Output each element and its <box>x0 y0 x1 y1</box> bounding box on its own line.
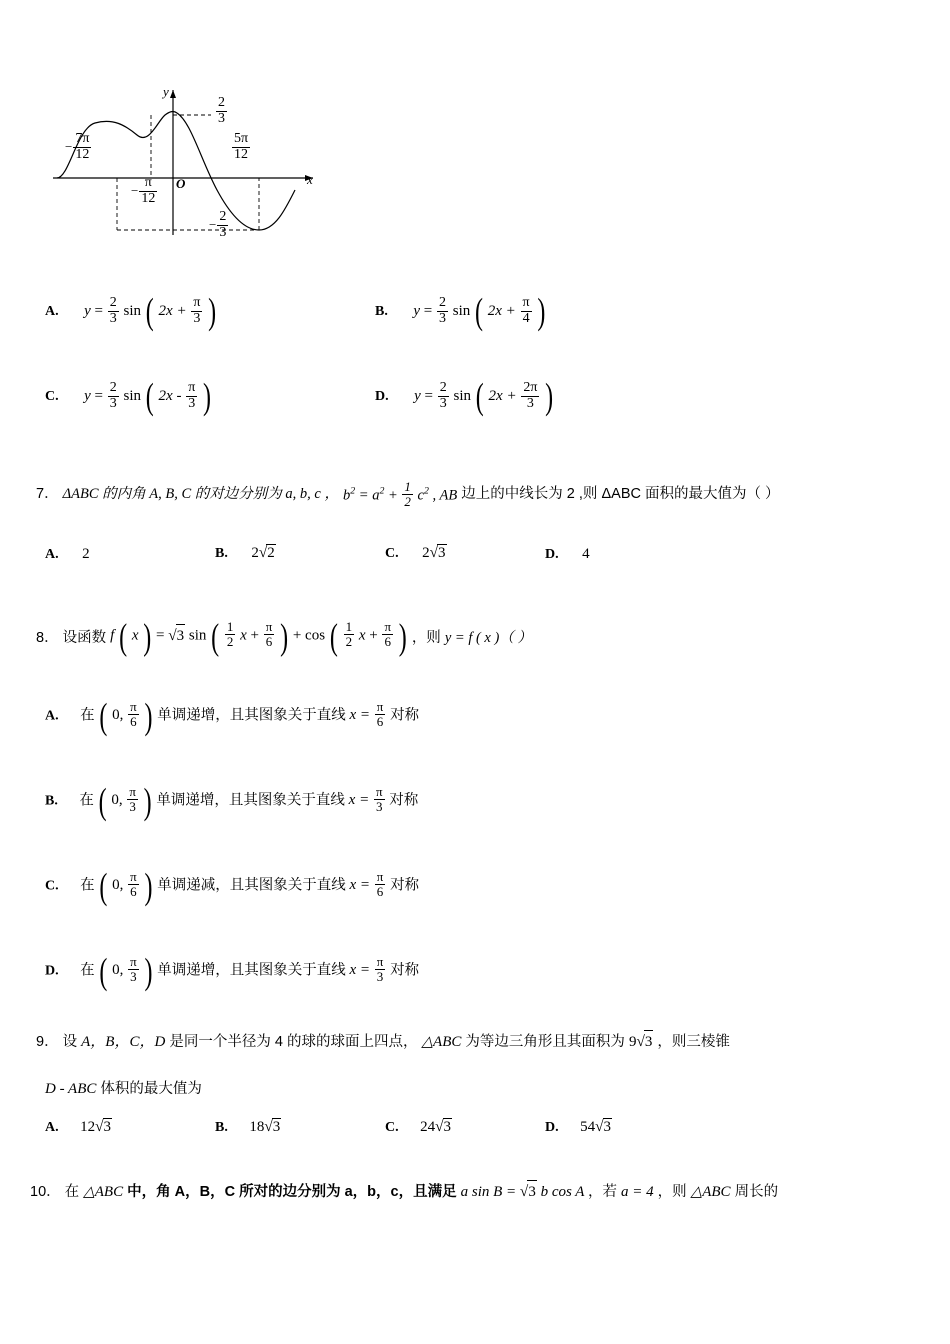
q8-b-zai: 在 <box>79 792 94 809</box>
q6-b-coef-num: 2 <box>438 295 446 310</box>
q6-c-fn: sin <box>123 387 142 404</box>
q9-option-b-value: 18√3 <box>249 1118 281 1135</box>
q6-d-inner-num: 2π <box>523 380 538 395</box>
q8-d-interval-open: 0, <box>112 962 124 979</box>
q8-a-line-num: π <box>376 699 384 714</box>
q6-d-paren-open: ( <box>475 377 484 419</box>
q8-c-zai: 在 <box>80 877 95 894</box>
q9-option-a-value: 12√3 <box>80 1118 112 1135</box>
q8-d-line-den: 3 <box>375 969 386 984</box>
q6-d-inner-prefix: 2x + <box>488 387 517 404</box>
y-min-label <box>209 210 229 240</box>
q6-c-paren-close: ) <box>203 377 212 419</box>
sine-curve-graph <box>45 80 335 260</box>
q9-text-2: 为等边三角形且其面积为 <box>465 1034 625 1050</box>
q8-a-interval-den: 6 <box>128 714 139 729</box>
q8-d-interval-num: π <box>130 954 137 969</box>
q6-b-inner-num: π <box>522 295 530 310</box>
x-right-num: 5π <box>234 131 249 146</box>
q8-option-b-label: B. <box>45 793 58 809</box>
x-left-sign: − <box>65 138 73 154</box>
x-left-den: 12 <box>73 147 91 163</box>
q9-d-rad: 3 <box>603 1119 612 1135</box>
q8-b-interval: ( 0, $\frac{\pi}{3}$ ) <box>98 782 152 823</box>
q8-c-interval: ( 0, $\frac{\pi}{6}$ ) <box>99 867 153 908</box>
q9-lead: 设 <box>62 1034 78 1050</box>
q6-d-coef-den: 3 <box>439 395 447 411</box>
q8-a-mono: 单调递增，且其图象关于直线 <box>157 707 346 724</box>
q7-option-d-label: D. <box>545 547 559 562</box>
y-min-num: 2 <box>219 209 227 224</box>
q6-option-c[interactable]: C. y = $\frac{2}{3}$ sin ( 2x - $\frac{\pi}{3}$ ) <box>45 377 212 419</box>
origin-label: O <box>176 176 186 191</box>
q8-b-interval-open: 0, <box>111 792 123 809</box>
q8-b-mono: 单调递增，且其图象关于直线 <box>156 792 345 809</box>
q9-text-3: ，则三棱锥 <box>657 1034 730 1050</box>
q6-b-inner-den: 4 <box>521 311 532 327</box>
q6-d-y: y <box>414 387 421 404</box>
q6-c-inner-prefix: 2x - <box>158 387 182 404</box>
q9-area: 9√3 <box>629 1030 653 1054</box>
q7-option-c-value: 2√3 <box>422 544 446 561</box>
q8-option-c[interactable] <box>45 867 420 908</box>
q6-option-c-label: C. <box>45 388 59 404</box>
x-mid-num: π <box>144 175 152 190</box>
q9-line2-text: 体积的最大值为 <box>100 1081 202 1097</box>
q8-tail2: y = f ( x )（ ） <box>444 629 532 646</box>
q9-option-d[interactable] <box>545 1118 612 1136</box>
q9-c-rad: 3 <box>443 1119 452 1135</box>
graph-svg <box>45 80 335 260</box>
x-mid-label <box>131 176 158 206</box>
q8-d-sym: 对称 <box>390 962 420 979</box>
q6-a-coef-num: 2 <box>109 295 117 310</box>
axis-x-label: x <box>307 172 313 187</box>
q6-option-a-label: A. <box>45 303 59 319</box>
q10-number: 10． <box>30 1184 61 1200</box>
q9-b-rad: 3 <box>272 1119 281 1135</box>
q6-c-paren-open: ( <box>145 377 154 419</box>
q8-b-line-num: π <box>375 784 383 799</box>
q8-b-line: x = $\frac{\pi}{3}$ <box>348 784 383 814</box>
q7-formula: $b^2 = a^2$ + $\frac{1}{2}$ $c^2$ , AB <box>342 479 458 509</box>
q7-option-d-value: 4 <box>582 546 590 562</box>
q9-d-coef: 54 <box>580 1119 596 1135</box>
axis-y-label: y <box>163 84 169 99</box>
q6-b-paren-open: ( <box>475 292 483 334</box>
q9-b-coef: 18 <box>249 1119 265 1135</box>
q9-option-c[interactable] <box>385 1118 452 1136</box>
q8-a-interval-num: π <box>130 699 137 714</box>
q6-d-inner-den: 3 <box>521 396 539 412</box>
q9-c-coef: 24 <box>420 1119 436 1135</box>
question-9 <box>36 1030 926 1054</box>
q6-b-coef-den: 3 <box>438 310 446 326</box>
question-9-line2 <box>45 1078 935 1101</box>
q8-option-d[interactable] <box>45 952 420 993</box>
q7-option-b-value: 2√2 <box>251 544 275 561</box>
q8-d-zai: 在 <box>80 962 95 979</box>
q8-option-a[interactable] <box>45 697 420 738</box>
q10-part1: 在 <box>64 1184 80 1200</box>
q8-c-interval-den: 6 <box>128 884 139 899</box>
q7-option-a-value: 2 <box>82 546 90 562</box>
q9-option-d-label: D. <box>545 1120 559 1135</box>
q8-tail: ，则 <box>411 629 441 646</box>
q9-tetra: D - ABC <box>45 1081 97 1097</box>
q8-formula: f ( x ) = √3 sin ( $\frac{1}{2}$ x + $\frac{\pi}{6}$ ) + cos ( $\frac{1}{2}$ x + $\frac{\pi}{6}$ ) <box>110 617 407 659</box>
q8-c-interval-open: 0, <box>112 877 124 894</box>
y-min-sign: − <box>209 216 217 232</box>
q8-b-sym: 对称 <box>389 792 419 809</box>
q9-option-b[interactable] <box>215 1118 281 1136</box>
q8-option-a-label: A. <box>45 708 59 724</box>
q9-option-a-label: A. <box>45 1120 59 1135</box>
q6-c-coef-den: 3 <box>109 395 117 411</box>
q8-d-interval-den: 3 <box>128 969 139 984</box>
q10-part3: ，若 <box>587 1184 617 1200</box>
q8-c-line: x = $\frac{\pi}{6}$ <box>349 869 384 899</box>
x-mid-den: 12 <box>141 190 156 206</box>
q6-a-inner-num: π <box>193 295 201 310</box>
y-max-num: 2 <box>218 95 225 110</box>
question-8 <box>36 617 916 659</box>
q9-number: 9． <box>36 1034 59 1050</box>
q8-d-mono: 单调递增，且其图象关于直线 <box>157 962 346 979</box>
y-min-den: 3 <box>219 224 227 240</box>
q8-option-b[interactable] <box>45 782 419 823</box>
q6-a-coef-den: 3 <box>109 310 117 326</box>
q6-b-fn: sin <box>452 302 471 319</box>
q8-b-interval-den: 3 <box>127 799 138 814</box>
q9-option-c-value: 24√3 <box>420 1118 452 1135</box>
q9-option-d-value: 54√3 <box>580 1118 612 1135</box>
q9-text-1: 是同一个半径为 4 的球的球面上四点， <box>169 1034 418 1050</box>
q6-b-inner-prefix: 2x + <box>487 302 516 319</box>
q9-option-a[interactable] <box>45 1118 112 1136</box>
q6-d-coef-num: 2 <box>439 380 447 395</box>
q6-a-paren-close: ) <box>208 292 217 334</box>
q7-option-b[interactable] <box>215 544 276 562</box>
q6-c-inner-den: 3 <box>186 396 197 412</box>
q8-lead: 设函数 <box>62 629 107 646</box>
q8-b-interval-num: π <box>129 784 136 799</box>
q7-number: 7． <box>36 485 59 502</box>
q6-c-inner-num: π <box>188 380 196 395</box>
q8-a-line-den: 6 <box>375 714 386 729</box>
q10-part4: ，则 <box>657 1184 687 1200</box>
q6-d-paren-close: ) <box>545 377 554 419</box>
x-left-num: 7π <box>75 131 90 146</box>
q8-a-interval: ( 0, $\frac{\pi}{6}$ ) <box>99 697 153 738</box>
q8-d-line: x = $\frac{\pi}{3}$ <box>349 954 384 984</box>
q8-option-c-label: C. <box>45 878 59 894</box>
y-max-den: 3 <box>218 110 225 126</box>
q8-b-line-den: 3 <box>374 799 385 814</box>
q9-a-rad: 3 <box>103 1119 112 1135</box>
q8-c-sym: 对称 <box>390 877 420 894</box>
q6-a-paren-open: ( <box>145 292 154 334</box>
q8-c-mono: 单调递减，且其图象关于直线 <box>157 877 346 894</box>
q9-a-coef: 12 <box>80 1119 96 1135</box>
q9-triangle: △ABC <box>421 1034 462 1050</box>
q8-option-d-label: D. <box>45 963 59 979</box>
q6-a-inner-den: 3 <box>191 311 202 327</box>
q6-c-coef-num: 2 <box>109 380 117 395</box>
q8-a-interval-open: 0, <box>112 707 124 724</box>
q6-d-fn: sin <box>453 387 472 404</box>
q6-option-b-label: B. <box>375 303 388 319</box>
q10-triangle: △ABC <box>83 1184 124 1200</box>
q10-triangle-2: △ABC <box>690 1184 731 1200</box>
question-10 <box>30 1180 935 1204</box>
q9-option-b-label: B. <box>215 1120 228 1135</box>
q8-a-sym: 对称 <box>390 707 420 724</box>
x-mid-sign: − <box>131 182 139 198</box>
q6-a-inner-prefix: 2x + <box>158 302 187 319</box>
q8-d-interval: ( 0, $\frac{\pi}{3}$ ) <box>99 952 153 993</box>
q6-option-d-label: D. <box>375 388 389 404</box>
q8-a-zai: 在 <box>80 707 95 724</box>
q6-option-d[interactable]: D. y = $\frac{2}{3}$ sin ( 2x + $\frac{2\pi}{3}$ ) <box>375 377 554 419</box>
q7-option-c[interactable] <box>385 544 447 562</box>
q8-c-line-num: π <box>376 869 384 884</box>
q10-part5: 周长的 <box>734 1184 779 1200</box>
q9-points: A，B，C，D <box>81 1034 166 1050</box>
q6-option-b[interactable]: B. y = $\frac{2}{3}$ sin ( 2x + $\frac{\pi}{4}$ ) <box>375 292 546 334</box>
q8-a-line: x = $\frac{\pi}{6}$ <box>349 699 384 729</box>
q6-b-paren-close: ) <box>537 292 546 334</box>
q7-option-a[interactable] <box>45 546 90 563</box>
q6-a-y: y <box>84 302 91 319</box>
q6-b-y: y <box>413 302 421 319</box>
x-left-label <box>65 132 92 162</box>
q8-c-line-den: 6 <box>375 884 386 899</box>
x-right-label <box>231 132 251 162</box>
question-7 <box>36 480 916 508</box>
q9-option-c-label: C. <box>385 1120 399 1135</box>
q6-a-fn: sin <box>123 302 142 319</box>
x-right-den: 12 <box>232 147 250 163</box>
q7-option-b-label: B. <box>215 546 228 561</box>
q7-text-2: 边上的中线长为 2 ,则 ΔABC 面积的最大值为（ ） <box>461 485 780 502</box>
q8-d-line-num: π <box>376 954 384 969</box>
q7-option-c-label: C. <box>385 546 399 561</box>
q10-part2: 中，角 A，B，C 所对的边分别为 a，b，c，且满足 <box>127 1184 457 1200</box>
q6-option-a[interactable]: A. y = $\frac{2}{3}$ sin ( 2x + $\frac{\pi}{3}$ ) <box>45 292 217 334</box>
q8-c-interval-num: π <box>130 869 137 884</box>
y-max-label <box>215 96 228 126</box>
q10-formula: a sin B = √3 b cos A <box>461 1184 588 1200</box>
q6-c-y: y <box>84 387 91 404</box>
q10-cond: a = 4 <box>620 1184 654 1200</box>
q7-option-d[interactable] <box>545 546 590 563</box>
q8-number: 8． <box>36 629 59 646</box>
q7-option-a-label: A. <box>45 547 59 562</box>
q7-text-1: ΔABC 的内角 A, B, C 的对边分别为 a, b, c ， <box>62 485 339 502</box>
